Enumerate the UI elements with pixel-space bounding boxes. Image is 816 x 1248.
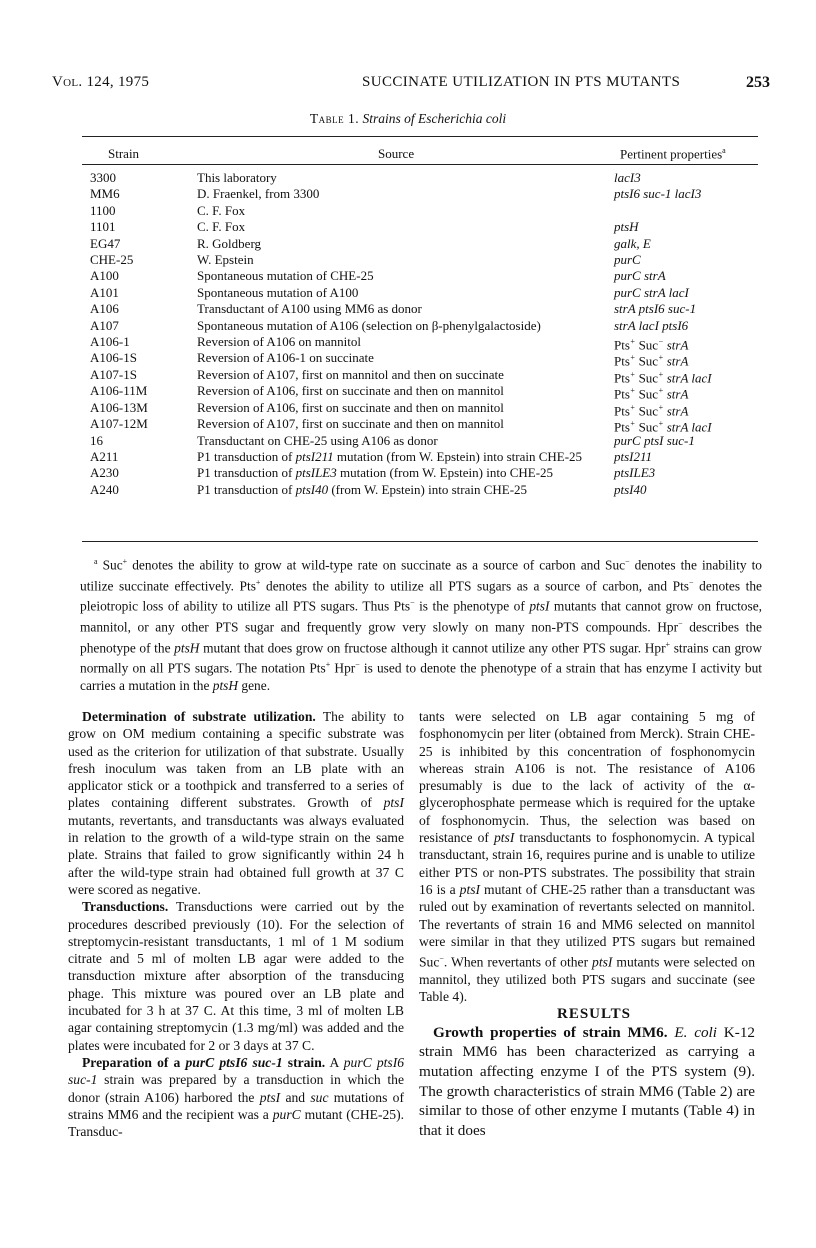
properties-cell: Pts+ Suc+ strA lacI: [614, 419, 712, 435]
strain-cell: A100: [90, 268, 119, 284]
source-cell: Reversion of A106, first on succinate and then on mannitol: [197, 383, 504, 399]
page-number: 253: [746, 74, 770, 91]
table-row: [0, 268, 816, 284]
source-cell: Reversion of A107, first on succinate and then on mannitol: [197, 416, 504, 432]
properties-cell: purC: [614, 252, 641, 268]
table-label: Table 1.: [309, 111, 360, 126]
results-paragraph: Growth properties of strain MM6. E. coli K-12 strain MM6 has been characterized as carrying a mutation affecting enzyme I of the PTS system (9). The growth characteristics of strain MM6 (Table 2) are similar to those of other enzyme I mutants (Table 4) in that it does: [419, 1023, 756, 1139]
table-row: [0, 383, 816, 402]
source-cell: Transductant on CHE-25 using A106 as donor: [197, 432, 438, 448]
source-cell: Spontaneous mutation of CHE-25: [197, 268, 374, 284]
source-cell: P1 transduction of ptsI40 (from W. Epstein) into strain CHE-25: [197, 481, 528, 497]
running-header: [52, 74, 770, 96]
column-header-source: Source: [378, 146, 415, 161]
strain-cell: A101: [90, 284, 119, 300]
table-row: [0, 482, 816, 498]
strain-cell: A107-12M: [90, 416, 148, 432]
table-title: Strains of Escherichia coli: [362, 111, 507, 126]
section-heading-results: RESULTS: [557, 1005, 631, 1022]
source-cell: P1 transduction of ptsI211 mutation (from W. Epstein) into strain CHE-25: [197, 448, 583, 464]
table-row: [0, 301, 816, 317]
strain-cell: A107-1S: [90, 366, 137, 382]
journal-volume: Vol. 124, 1975: [52, 74, 150, 90]
table-row: [0, 285, 816, 301]
properties-cell: strA lacI ptsI6: [614, 317, 689, 333]
table-row: [0, 318, 816, 334]
table-row: [0, 219, 816, 235]
source-cell: This laboratory: [197, 170, 277, 185]
table-row: [0, 203, 816, 219]
properties-cell: ptsI211: [614, 448, 653, 464]
table-row: [0, 252, 816, 268]
strain-cell: A106-13M: [90, 399, 148, 415]
strain-cell: A106-1S: [90, 350, 137, 366]
strain-cell: 16: [90, 432, 103, 448]
table-row: [0, 449, 816, 465]
properties-cell: ptsI40: [614, 481, 647, 497]
strain-cell: A107: [90, 317, 119, 333]
running-title: SUCCINATE UTILIZATION IN PTS MUTANTS: [362, 74, 681, 90]
table-header-rule: [82, 164, 758, 165]
table-top-rule: [82, 136, 758, 137]
strain-cell: MM6: [90, 186, 120, 202]
strain-cell: EG47: [90, 235, 121, 251]
strain-cell: 1100: [90, 202, 116, 218]
results-subheading: Growth properties of strain MM6.: [433, 1023, 668, 1041]
source-cell: Transductant of A100 using MM6 as donor: [197, 301, 422, 317]
table-row: [0, 170, 816, 186]
column-header-properties: Pertinent properties$^a$: [620, 146, 726, 162]
table-row: [0, 186, 816, 202]
properties-cell: ptsI6 suc-1 lacI3: [614, 186, 702, 202]
properties-cell: ptsILE3: [614, 465, 656, 481]
body-paragraph: Preparation of a purC ptsI6 suc-1 strain. A purC ptsI6 suc-1 strain was prepared by a transduction in which the donor (strain A106) harbored the ptsI and suc mutations of strains MM6 and the recipient was a purC mutant (CHE-25). Transduc-: [68, 1054, 405, 1140]
source-cell: P1 transduction of ptsILE3 mutation (from W. Epstein) into CHE-25: [197, 465, 554, 481]
properties-cell: galk, E: [614, 235, 651, 251]
strain-cell: A230: [90, 465, 119, 481]
source-cell: Reversion of A106 on mannitol: [197, 334, 361, 350]
strain-cell: 1101: [90, 219, 116, 235]
strain-cell: 3300: [90, 170, 116, 185]
source-cell: D. Fraenkel, from 3300: [197, 186, 320, 202]
source-cell: Reversion of A106, first on succinate and then on mannitol: [197, 399, 504, 415]
properties-cell: Pts+ Suc+ strA: [614, 386, 689, 402]
properties-cell: Pts+ Suc+ strA: [614, 353, 689, 369]
source-cell: Reversion of A106-1 on succinate: [197, 350, 374, 366]
properties-cell: Pts+ Suc− strA: [614, 337, 689, 353]
table-row: [0, 350, 816, 369]
properties-cell: Pts+ Suc+ strA lacI: [614, 369, 712, 386]
left-column: [68, 708, 404, 1140]
table-row: [0, 433, 816, 449]
table-row: [0, 366, 816, 386]
strain-cell: CHE-25: [90, 252, 134, 268]
table-row: [0, 334, 816, 353]
body-paragraph: Determination of substrate utilization. The ability to grow on OM medium containing a specific substrate was used as the criterion for utilization of that substrate. Usually fresh inoculum was taken from an LB plate with an applicator stick or a toothpick and transferred to a series of plates containing different substrates. Growth of ptsI mutants, revertants, and transductants was always evaluated in relation to the growth of a wild-type strain on the same plate. Strains that failed to grow significantly within 24 h after the wild-type strain had obtained full growth at 37 C were scored as negative.: [68, 709, 404, 897]
properties-cell: strA ptsI6 suc-1: [614, 301, 697, 317]
body-paragraph: Transductions. Transductions were carried out by the procedures described previously (10). For the selection of streptomycin-resistant transductants, 1 ml of 1 M sodium citrate and 5 ml of molten LB agar were added to the transduction mixture after absorption of the transducing phage. This mixture was poured over an LB plate and incubated for 3 h at 37 C. At this time, 3 ml of molten LB agar containing streptomycin (1.3 mg/ml) was added and the plates were incubated for 2 or 3 days at 37 C.: [68, 899, 404, 1053]
table-row: [0, 236, 816, 252]
table-footnote: [80, 553, 762, 694]
right-column: [419, 708, 755, 1140]
strain-cell: A211: [90, 448, 119, 464]
source-cell: W. Epstein: [197, 252, 254, 268]
table-row: [0, 465, 816, 481]
table-caption: [0, 111, 816, 127]
properties-cell: Pts+ Suc+ strA: [614, 402, 689, 419]
strain-cell: A106-1: [90, 334, 130, 350]
properties-cell: purC strA: [614, 268, 666, 284]
source-cell: Spontaneous mutation of A100: [197, 284, 359, 300]
footnote-paragraph: $^a$ Suc+ denotes the ability to grow at wild-type rate on succinate as a source of carbon and Suc− denotes the inability to utilize succinate effectively. Pts+ denotes the ability to utilize all PTS sugars as a source of carbon, and Pts− denotes the pleiotropic loss of ability to utilize all PTS sugars. Thus Pts− is the phenotype of ptsI mutants that cannot grow on fructose, mannitol, or any other PTS sugar and frequently grow very slowly on many non-PTS compounds. Hpr− describes the phenotype of the ptsH mutant that does grow on fructose although it cannot utilize any other PTS sugar. Hpr+ strains can grow normally on all PTS sugars. The notation Pts+ Hpr− is used to denote the phenotype of a strain that has enzyme I activity but carries a mutation in the ptsH gene.: [80, 557, 763, 694]
properties-cell: purC strA lacI: [614, 284, 689, 300]
continued-paragraph: tants were selected on LB agar containing 5 mg of fosphonomycin per liter (obtained from Merck). Strain CHE-25 is inhibited by this concentration of fosphonomycin whereas strain A106 is not. The resistance of A106 presumably is due to the lack of activity of the α-glycerophosphate permease which is required for the uptake of fosphonomycin. Thus, the selection was based on resistance of ptsI transductants to fosphonomycin. A typical transductant, strain 16, requires purine and is unable to utilize either PTS or non-PTS substrates. The possibility that strain 16 is a ptsI mutant of CHE-25 rather than a transductant was ruled out by examination of revertants selected on mannitol. The revertants of strain 16 and MM6 selected on mannitol were similar in that they utilized PTS sugars but remained Suc−. When revertants of other ptsI mutants were selected on mannitol, they utilized both PTS sugars and succinate (see Table 4).: [419, 709, 756, 1005]
properties-cell: lacI3: [614, 170, 641, 185]
properties-cell: ptsH: [614, 219, 639, 235]
strain-cell: A106-11M: [90, 383, 148, 399]
source-cell: C. F. Fox: [197, 219, 246, 235]
column-header-strain: Strain: [108, 146, 140, 161]
strain-cell: A240: [90, 481, 119, 497]
source-cell: Spontaneous mutation of A106 (selection on β-phenylgalactoside): [197, 317, 541, 333]
table-row: [0, 399, 816, 419]
table-bottom-rule: [82, 541, 758, 542]
source-cell: R. Goldberg: [197, 235, 262, 251]
table-row: [0, 416, 816, 435]
strain-cell: A106: [90, 301, 119, 317]
source-cell: C. F. Fox: [197, 202, 246, 218]
properties-cell: purC ptsI suc-1: [614, 432, 695, 448]
table-body: [0, 170, 816, 498]
source-cell: Reversion of A107, first on mannitol and then on succinate: [197, 366, 504, 382]
